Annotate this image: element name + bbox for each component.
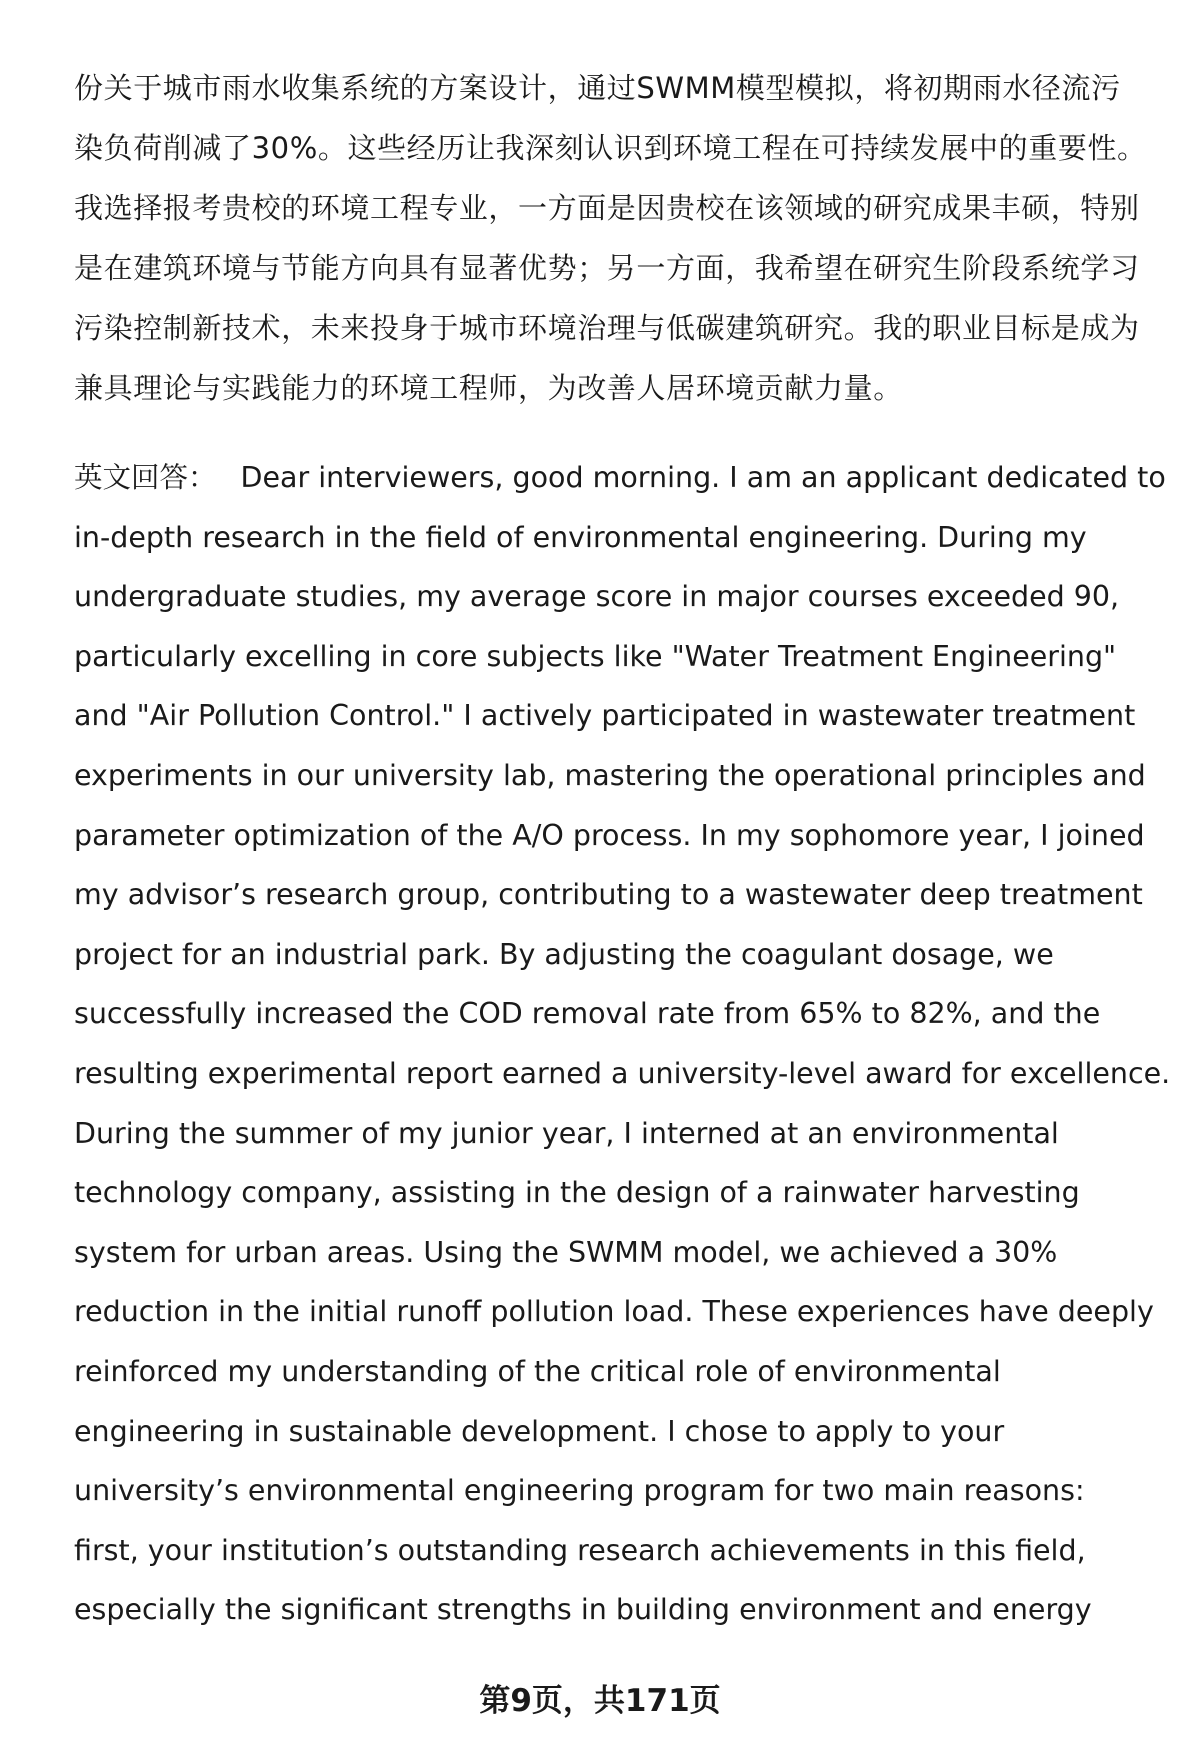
- english-line: in-depth research in the field of environmental engineering. During my: [74, 520, 1087, 554]
- chinese-line: 兼具理论与实践能力的环境工程师，为改善人居环境贡献力量。: [74, 371, 903, 405]
- english-first-line: [74, 448, 1174, 508]
- english-line: especially the significant strengths in building environment and energy: [74, 1593, 1092, 1627]
- answer-prefix-label: 英文回答：: [74, 461, 217, 494]
- english-line: parameter optimization of the A/O process. In my sophomore year, I joined: [74, 818, 1145, 852]
- english-line: During the summer of my junior year, I interned at an environmental: [74, 1116, 1059, 1150]
- english-line: system for urban areas. Using the SWMM model, we achieved a 30%: [74, 1235, 1058, 1269]
- english-line: my advisor’s research group, contributing to a wastewater deep treatment: [74, 878, 1143, 912]
- english-line: engineering in sustainable development. I chose to apply to your: [74, 1414, 1005, 1448]
- english-line: successfully increased the COD removal rate from 65% to 82%, and the: [74, 997, 1101, 1031]
- chinese-line: 是在建筑环境与节能方向具有显著优势；另一方面，我希望在研究生阶段系统学习: [74, 251, 1140, 285]
- chinese-line: 份关于城市雨水收集系统的方案设计，通过SWMM模型模拟，将初期雨水径流污: [74, 71, 1121, 105]
- english-line: university’s environmental engineering program for two main reasons:: [74, 1474, 1085, 1508]
- english-line: resulting experimental report earned a university-level award for excellence.: [74, 1056, 1171, 1090]
- english-line: reinforced my understanding of the critical role of environmental: [74, 1354, 1001, 1388]
- english-line: undergraduate studies, my average score in major courses exceeded 90,: [74, 580, 1120, 614]
- english-line: first, your institution’s outstanding research achievements in this field,: [74, 1533, 1086, 1567]
- chinese-line: 我选择报考贵校的环境工程专业，一方面是因贵校在该领域的研究成果丰硕，特别: [74, 191, 1140, 225]
- english-line: particularly excelling in core subjects like "Water Treatment Engineering": [74, 639, 1117, 673]
- english-line-text: Dear interviewers, good morning. I am an applicant dedicated to: [240, 461, 1166, 494]
- english-line: experiments in our university lab, mastering the operational principles and: [74, 758, 1146, 792]
- chinese-paragraph: [74, 58, 1154, 418]
- english-line: reduction in the initial runoff pollution load. These experiences have deeply: [74, 1295, 1154, 1329]
- page-number-footer: 第9页，共171页: [479, 1683, 721, 1719]
- english-line: technology company, assisting in the design of a rainwater harvesting: [74, 1176, 1080, 1210]
- english-line: project for an industrial park. By adjusting the coagulant dosage, we: [74, 937, 1054, 971]
- chinese-line: 染负荷削减了30%。这些经历让我深刻认识到环境工程在可持续发展中的重要性。: [74, 131, 1147, 165]
- chinese-line: 污染控制新技术，未来投身于城市环境治理与低碳建筑研究。我的职业目标是成为: [74, 311, 1140, 345]
- english-answer: [74, 448, 1174, 1640]
- english-line: and "Air Pollution Control." I actively participated in wastewater treatment: [74, 699, 1136, 733]
